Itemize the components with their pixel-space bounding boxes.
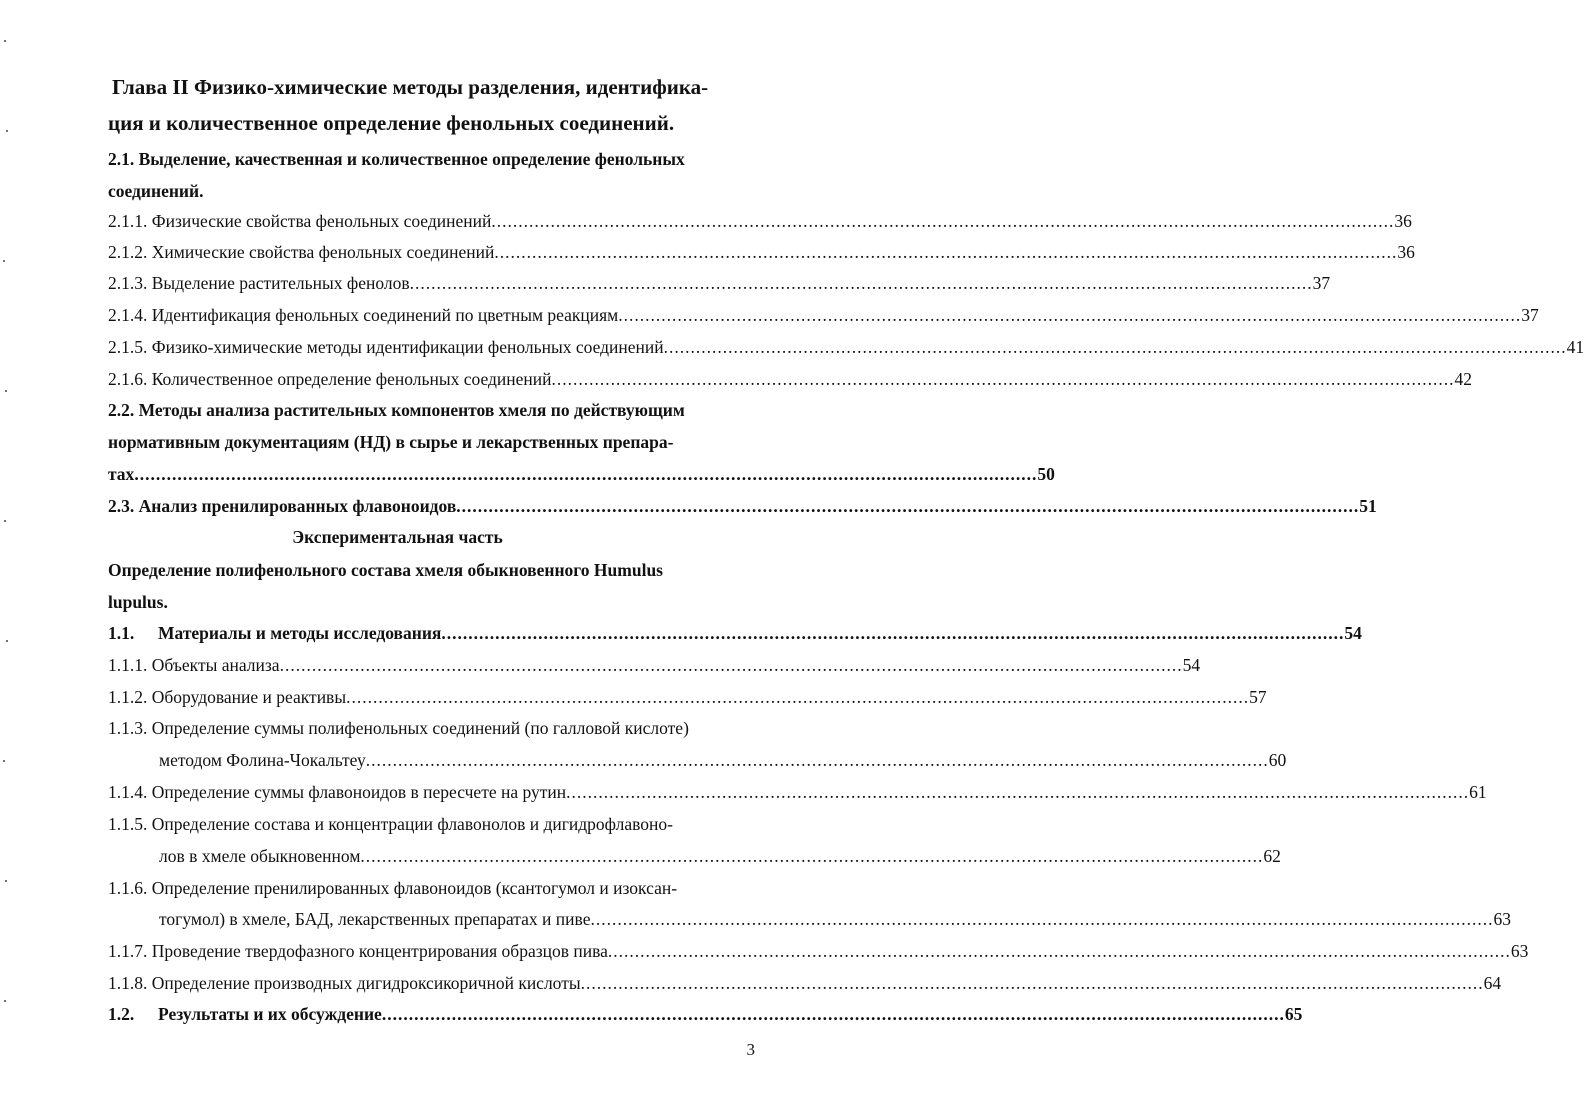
toc-number: 1.1.4. — [108, 782, 148, 802]
toc-number: 2.1.1. — [108, 211, 148, 231]
toc-entry-1-1-1[interactable] — [108, 654, 1201, 676]
toc-page: 37 — [1312, 273, 1331, 293]
scan-edge-artifact — [0, 0, 12, 1105]
toc-title: Результаты и их обсуждение — [158, 1004, 382, 1024]
toc-page: 63 — [1510, 941, 1529, 961]
section-2-1-heading-line-1: 2.1. Выделение, качественная и количественное определение фенольных — [108, 149, 685, 169]
toc-number: 1.2. — [108, 1004, 135, 1024]
toc-title: Определение состава и концентрации флавонолов и дигидрофлавоно- — [151, 814, 673, 834]
toc-title: Материалы и методы исследования — [158, 623, 442, 643]
toc-entry-1-1-3-line-1[interactable] — [108, 717, 689, 739]
toc-title: Определение производных дигидроксикоричной кислоты — [151, 973, 581, 993]
toc-page: 57 — [1249, 687, 1267, 707]
toc-page: 36 — [1397, 242, 1415, 262]
toc-number: 1.1.5. — [108, 814, 148, 834]
toc-page: 51 — [1359, 496, 1377, 516]
toc-number: 2.1.5. — [108, 337, 148, 357]
toc-number: 1.1.1. — [108, 655, 148, 675]
toc-leader — [552, 368, 1455, 390]
toc-title: Физические свойства фенольных соединений — [151, 211, 492, 231]
toc-entry-2-1-3[interactable] — [108, 272, 1331, 294]
toc-title: Определение суммы флавоноидов в пересчете на рутин — [151, 782, 567, 802]
section-2-1-heading-line-2: соединений. — [108, 181, 204, 201]
toc-page: 50 — [1037, 464, 1055, 484]
toc-entry-1-1-4[interactable] — [108, 781, 1487, 803]
toc-leader — [410, 272, 1313, 294]
toc-page: 65 — [1284, 1004, 1303, 1024]
toc-leader — [280, 654, 1183, 676]
toc-page: 61 — [1469, 782, 1487, 802]
toc-leader — [382, 1003, 1285, 1025]
toc-leader — [608, 940, 1511, 962]
toc-entry-1-2[interactable] — [108, 1003, 1303, 1025]
toc-entry-1-1[interactable] — [108, 622, 1362, 644]
toc-leader — [581, 972, 1484, 994]
toc-number: 2.1.4. — [108, 305, 148, 325]
toc-leader — [566, 781, 1469, 803]
toc-number: 1.1.7. — [108, 941, 148, 961]
toc-leader — [618, 304, 1521, 326]
toc-title: Определение пренилированных флавоноидов (ксантогумол и изоксан- — [151, 878, 678, 898]
toc-page: 54 — [1182, 655, 1201, 675]
toc-title: методом Фолина-Чокальтеу — [159, 750, 366, 770]
toc-leader — [366, 749, 1269, 771]
chapter-title-line-1: Глава II Физико-химические методы разделения, идентифика- — [112, 75, 709, 99]
toc-title: Выделение растительных фенолов — [151, 273, 410, 293]
toc-page: 36 — [1394, 211, 1412, 231]
toc-entry-2-2[interactable] — [108, 463, 1055, 485]
toc-entry-1-1-8[interactable] — [108, 972, 1502, 994]
toc-page: 62 — [1263, 846, 1281, 866]
toc-title: Химические свойства фенольных соединений — [151, 242, 495, 262]
toc-leader — [134, 463, 1037, 485]
toc-page: 54 — [1344, 623, 1362, 643]
toc-entry-1-1-3-line-2[interactable] — [159, 749, 1287, 771]
toc-number: 1.1.6. — [108, 878, 148, 898]
chapter-title-line-2: ция и количественное определение фенольных соединений. — [108, 111, 675, 135]
toc-page: 64 — [1483, 973, 1502, 993]
toc-leader — [441, 622, 1344, 644]
toc-leader — [360, 845, 1263, 867]
toc-title: Объекты анализа — [151, 655, 280, 675]
toc-title: тах — [108, 464, 135, 484]
section-2-2-heading-line-1: 2.2. Методы анализа растительных компонентов хмеля по действующим — [108, 400, 685, 420]
experimental-title-line-2: lupulus. — [108, 592, 168, 612]
toc-title: Идентификация фенольных соединений по цветным реакциям — [151, 305, 619, 325]
toc-page: 63 — [1493, 909, 1511, 929]
toc-title: тогумол) в хмеле, БАД, лекарственных препаратах и пиве — [159, 909, 591, 929]
toc-entry-2-1-1[interactable] — [108, 210, 1412, 232]
experimental-part-heading: Экспериментальная часть — [292, 527, 503, 547]
toc-page: 60 — [1268, 750, 1287, 770]
experimental-title-line-1: Определение полифенольного состава хмеля обыкновенного Humulus — [108, 560, 663, 580]
toc-number: 1.1. — [108, 623, 135, 643]
toc-entry-1-1-5-line-2[interactable] — [159, 845, 1281, 867]
toc-entry-1-1-5-line-1[interactable] — [108, 813, 673, 835]
toc-entry-2-1-5[interactable] — [108, 336, 1584, 358]
section-2-2-heading-line-2: нормативным документациям (НД) в сырье и лекарственных препара- — [108, 432, 674, 452]
toc-entry-2-1-6[interactable] — [108, 368, 1473, 390]
toc-number: 2.1.2. — [108, 242, 148, 262]
toc-leader — [494, 241, 1397, 263]
toc-number: 1.1.8. — [108, 973, 148, 993]
toc-title: 2.3. Анализ пренилированных флавоноидов — [108, 496, 457, 516]
toc-entry-2-1-2[interactable] — [108, 241, 1415, 263]
toc-title: Количественное определение фенольных соединений — [151, 369, 552, 389]
toc-entry-1-1-7[interactable] — [108, 940, 1529, 962]
toc-page: 41 — [1566, 337, 1584, 357]
toc-number: 1.1.3. — [108, 718, 148, 738]
toc-title: лов в хмеле обыкновенном — [159, 846, 361, 866]
toc-leader — [590, 908, 1493, 930]
toc-leader — [456, 495, 1359, 517]
toc-entry-1-1-6-line-1[interactable] — [108, 877, 677, 899]
toc-leader — [491, 210, 1394, 232]
toc-title: Проведение твердофазного концентрирования образцов пива — [151, 941, 608, 961]
toc-leader — [346, 686, 1249, 708]
toc-page: 42 — [1454, 369, 1473, 389]
toc-entry-2-1-4[interactable] — [108, 304, 1539, 326]
toc-entry-1-1-2[interactable] — [108, 686, 1267, 708]
toc-entry-2-3[interactable] — [108, 495, 1377, 517]
page-number: 3 — [746, 1040, 755, 1059]
toc-entry-1-1-6-line-2[interactable] — [159, 908, 1511, 930]
toc-title: Физико-химические методы идентификации фенольных соединений — [151, 337, 664, 357]
toc-number: 2.1.3. — [108, 273, 148, 293]
toc-number: 1.1.2. — [108, 687, 148, 707]
toc-title: Определение суммы полифенольных соединений (по галловой кислоте) — [151, 718, 689, 738]
toc-title: Оборудование и реактивы — [151, 687, 347, 707]
toc-page: 37 — [1521, 305, 1539, 325]
toc-number: 2.1.6. — [108, 369, 148, 389]
toc-leader — [664, 336, 1567, 358]
